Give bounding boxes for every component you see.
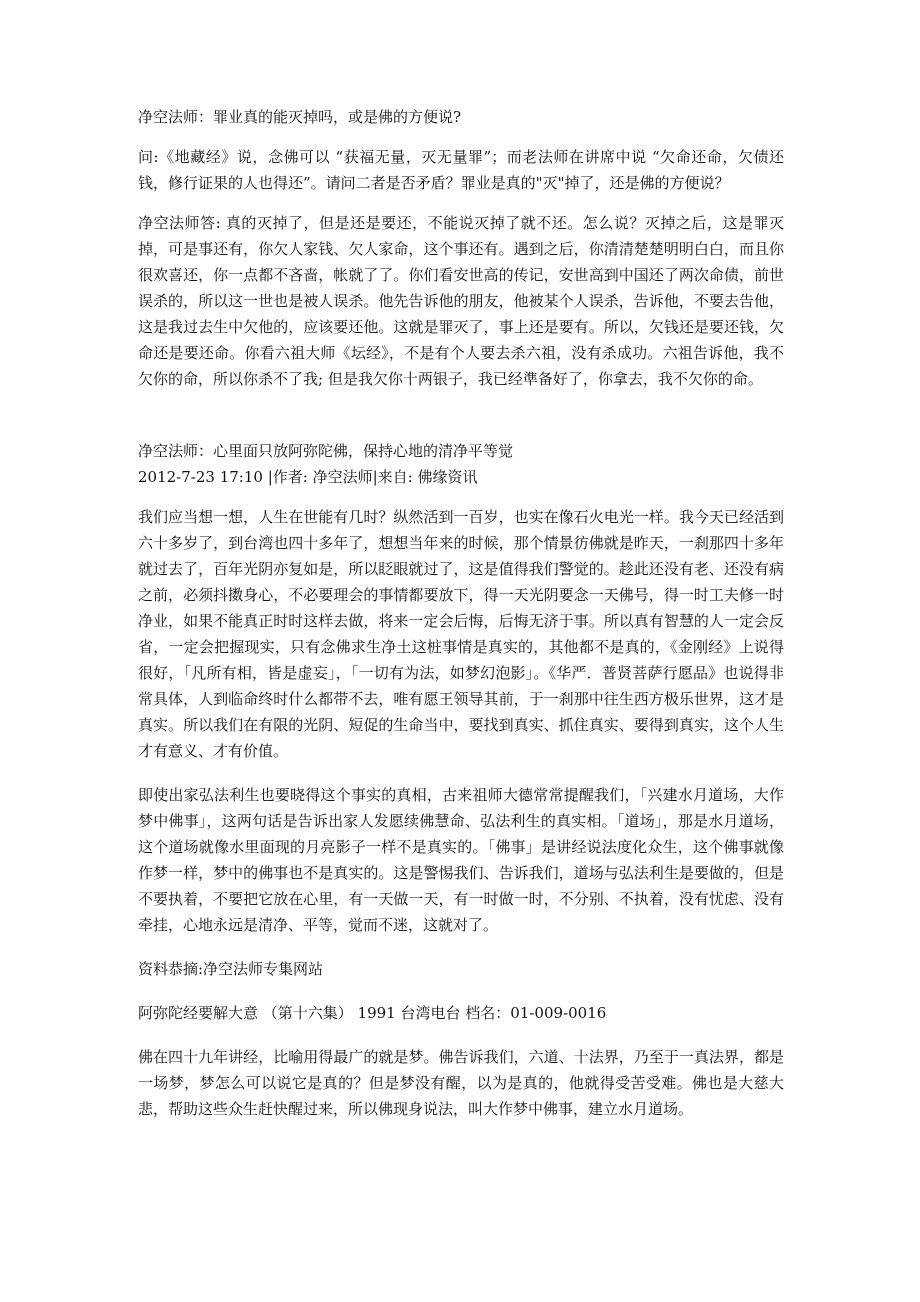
- section1-question: 问:《地藏经》说，念佛可以 “获福无量，灭无量罪”；而老法师在讲席中说 “欠命还命，欠债还钱，修行证果的人也得还”。请问二者是否矛盾？罪业是真的"灭"掉了，还是佛的方便说？: [138, 148, 784, 192]
- document-page: [138, 104, 784, 1122]
- section2-source: 资料恭摘:净空法师专集网站: [138, 960, 324, 978]
- section2-paragraph-2: 即使出家弘法利生也要晓得这个事实的真相，古来祖师大德常常提醒我们，「兴建水月道场，大作梦中佛事」，这两句话是告诉出家人发愿续佛慧命、弘法利生的真实相。「道场」，那是水月道场，这个道场就像水里面现的月亮影子一样不是真实的。「佛事」是讲经说法度化众生，这个佛事就像作梦一样，梦中的佛事也不是真实的。这是警惕我们、告诉我们，道场与弘法利生是要做的，但是不要执着，不要把它放在心里，有一天做一天，有一时做一时，不分别、不执着，没有忧虑、没有牵挂，心地永远是清净、平等，觉而不迷，这就对了。: [138, 786, 784, 934]
- section1-answer: 净空法师答: 真的灭掉了，但是还是要还，不能说灭掉了就不还。怎么说？灭掉之后，这是罪灭掉，可是事还有，你欠人家钱、欠人家命，这个事还有。遇到之后，你清清楚楚明明白白，而且你很欢喜还，你一点都不吝啬，帐就了了。你们看安世高的传记，安世高到中国还了两次命债，前世误杀的，所以这一世也是被人误杀。他先告诉他的朋友，他被某个人误杀，告诉他，不要去告他，这是我过去生中欠他的，应该要还他。这就是罪灭了，事上还是要有。所以，欠钱还是要还钱，欠命还是要还命。你看六祖大师《坛经》，不是有个人要去杀六祖，没有杀成功。六祖告诉他，我不欠你的命，所以你杀不了我; 但是我欠你十两银子，我已经準备好了，你拿去，我不欠你的命。: [138, 214, 784, 388]
- section1-title: 净空法师：罪业真的能灭掉吗，或是佛的方便说?: [138, 108, 462, 126]
- section2-title: 净空法师：心里面只放阿弥陀佛，保持心地的清净平等觉: [138, 442, 514, 460]
- section3-title: 阿弥陀经要解大意 （第十六集） 1991 台湾电台 档名：01-009-0016: [138, 1004, 607, 1022]
- section2-meta: 2012-7-23 17:10 |作者: 净空法师|来自: 佛缘资讯: [138, 468, 478, 486]
- section3-paragraph-1: 佛在四十九年讲经，比喻用得最广的就是梦。佛告诉我们，六道、十法界，乃至于一真法界，都是一场梦，梦怎么可以说它是真的？但是梦没有醒，以为是真的，他就得受苦受难。佛也是大慈大悲，帮助这些众生赶快醒过来，所以佛现身说法，叫大作梦中佛事，建立水月道场。: [138, 1048, 784, 1118]
- section2-paragraph-1: 我们应当想一想，人生在世能有几时？纵然活到一百岁，也实在像石火电光一样。我今天已经活到六十多岁了，到台湾也四十多年了，想想当年来的时候，那个情景彷佛就是昨天，一刹那四十多年就过去了，百年光阴亦复如是，所以眨眼就过了，这是值得我们警觉的。趁此还没有老、还没有病之前，必须抖擞身心，不必要理会的事情都要放下，得一天光阴要念一天佛号，得一时工夫修一时净业，如果不能真正时时这样去做，将来一定会后悔，后悔无济于事。所以真有智慧的人一定会反省，一定会把握现实，只有念佛求生净土这桩事情是真实的，其他都不是真的，《金刚经》上说得很好，「凡所有相，皆是虚妄」，「一切有为法，如梦幻泡影」。《华严．普贤菩萨行愿品》也说得非常具体，人到临命终时什么都带不去，唯有愿王领导其前，于一刹那中往生西方极乐世界，这才是真实。所以我们在有限的光阴、短促的生命当中，要找到真实、抓住真实、要得到真实，这个人生才有意义、才有价值。: [138, 508, 784, 760]
